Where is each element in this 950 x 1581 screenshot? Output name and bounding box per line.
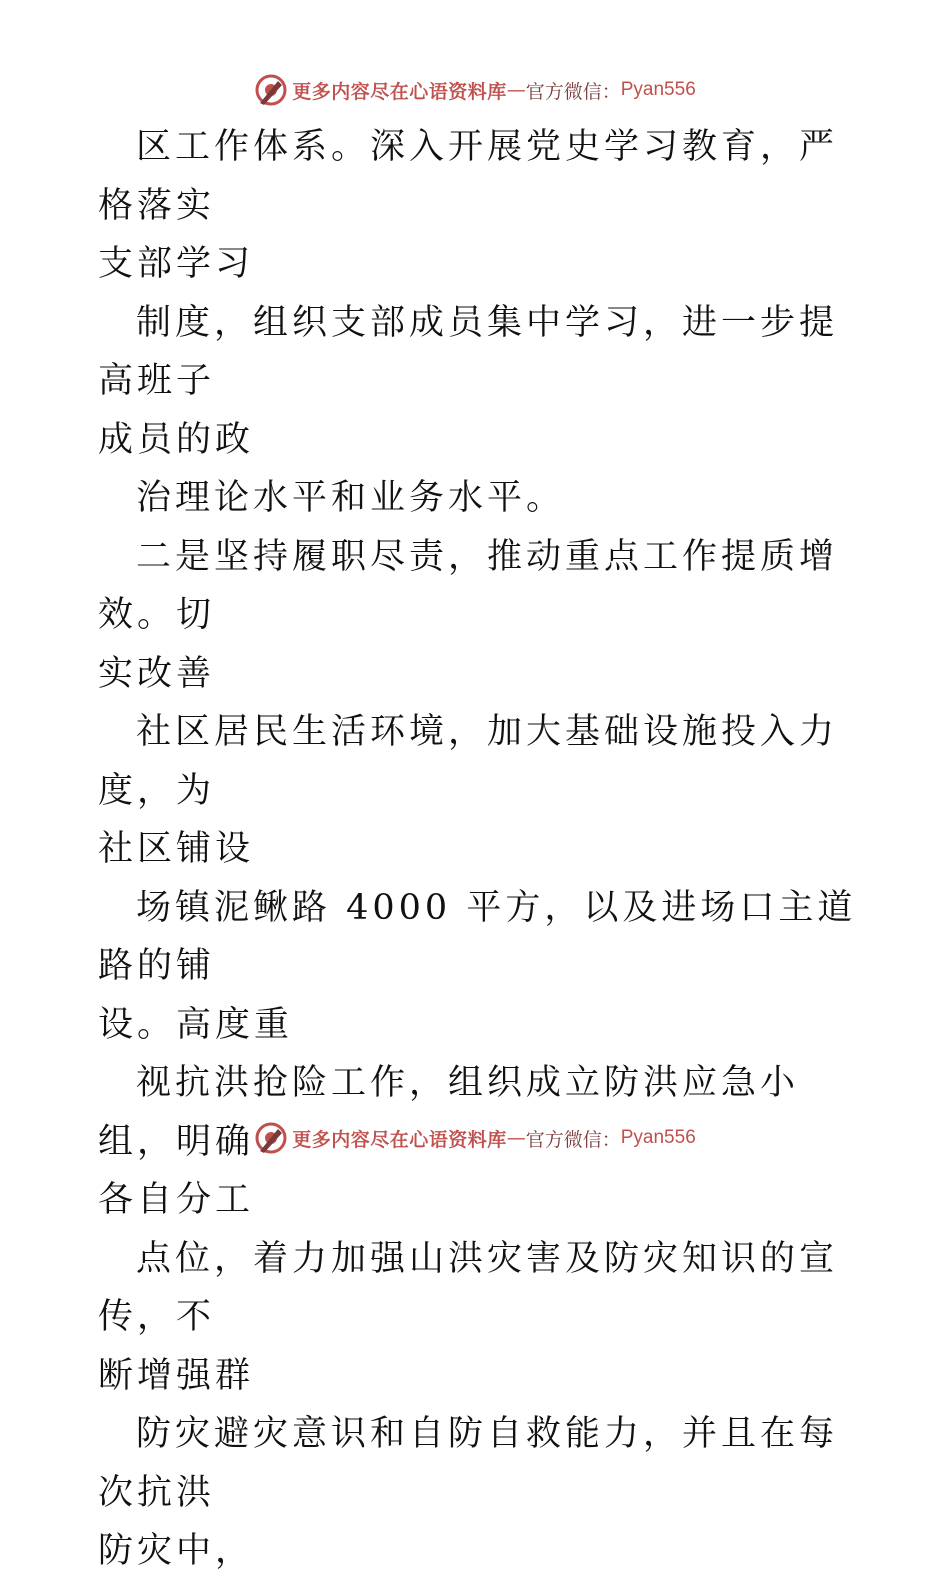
- line-continuation: 防灾中，: [98, 1531, 255, 1571]
- footer-watermark-banner: [0, 1118, 950, 1158]
- paragraph-line: [98, 469, 858, 528]
- line-text: 制度，组织支部成员集中学习，进一步提高班子: [98, 302, 839, 401]
- paragraph-line: [98, 879, 858, 1055]
- line-text: 二是坚持履职尽责，推动重点工作提质增效。切: [98, 536, 839, 635]
- pen-logo-icon: [254, 73, 288, 107]
- line-text: 区工作体系。深入开展党史学习教育，严格落实: [98, 127, 839, 226]
- paragraph-line: [98, 1405, 858, 1581]
- line-text: 场镇泥鳅路 4000 平方，以及进场口主道路的铺: [98, 887, 857, 986]
- separator-dash: —: [506, 79, 526, 101]
- paragraph-line: [98, 118, 858, 294]
- brand-text: 更多内容尽在心语资料库: [292, 1128, 507, 1151]
- paragraph-line: [98, 1230, 858, 1406]
- wechat-handle: Pyan556: [620, 79, 696, 100]
- pen-logo-icon: [254, 1121, 288, 1155]
- wechat-label: 官方微信：: [525, 1128, 621, 1151]
- separator-dash: —: [506, 1127, 526, 1149]
- paragraph-line: [98, 294, 858, 470]
- line-continuation: 支部学习: [98, 244, 255, 284]
- wechat-handle: Pyan556: [620, 1127, 696, 1148]
- wechat-label: 官方微信：: [525, 80, 621, 103]
- line-continuation: 断增强群: [98, 1355, 255, 1396]
- line-text: 视抗洪抢险工作，组织成立防洪应急小组，明确: [98, 1063, 800, 1162]
- line-continuation: 各自分工: [98, 1180, 255, 1220]
- line-text: 治理论水平和业务水平。: [136, 478, 566, 518]
- paragraph-line: [98, 528, 858, 704]
- brand-text: 更多内容尽在心语资料库: [292, 80, 507, 103]
- line-text: 社区居民生活环境，加大基础设施投入力度，为: [98, 712, 839, 811]
- line-text: 点位，着力加强山洪灾害及防灾知识的宣传，不: [98, 1238, 839, 1337]
- line-continuation: 社区铺设: [98, 829, 255, 869]
- paragraph-line: [98, 703, 858, 879]
- document-body: [98, 118, 858, 1581]
- line-text: 防灾避灾意识和自防自救能力，并且在每次抗洪: [98, 1414, 839, 1513]
- header-watermark-banner: [0, 70, 950, 110]
- line-continuation: 成员的政: [98, 419, 255, 460]
- line-continuation: 设。高度重: [98, 1004, 294, 1045]
- line-continuation: 实改善: [98, 653, 216, 694]
